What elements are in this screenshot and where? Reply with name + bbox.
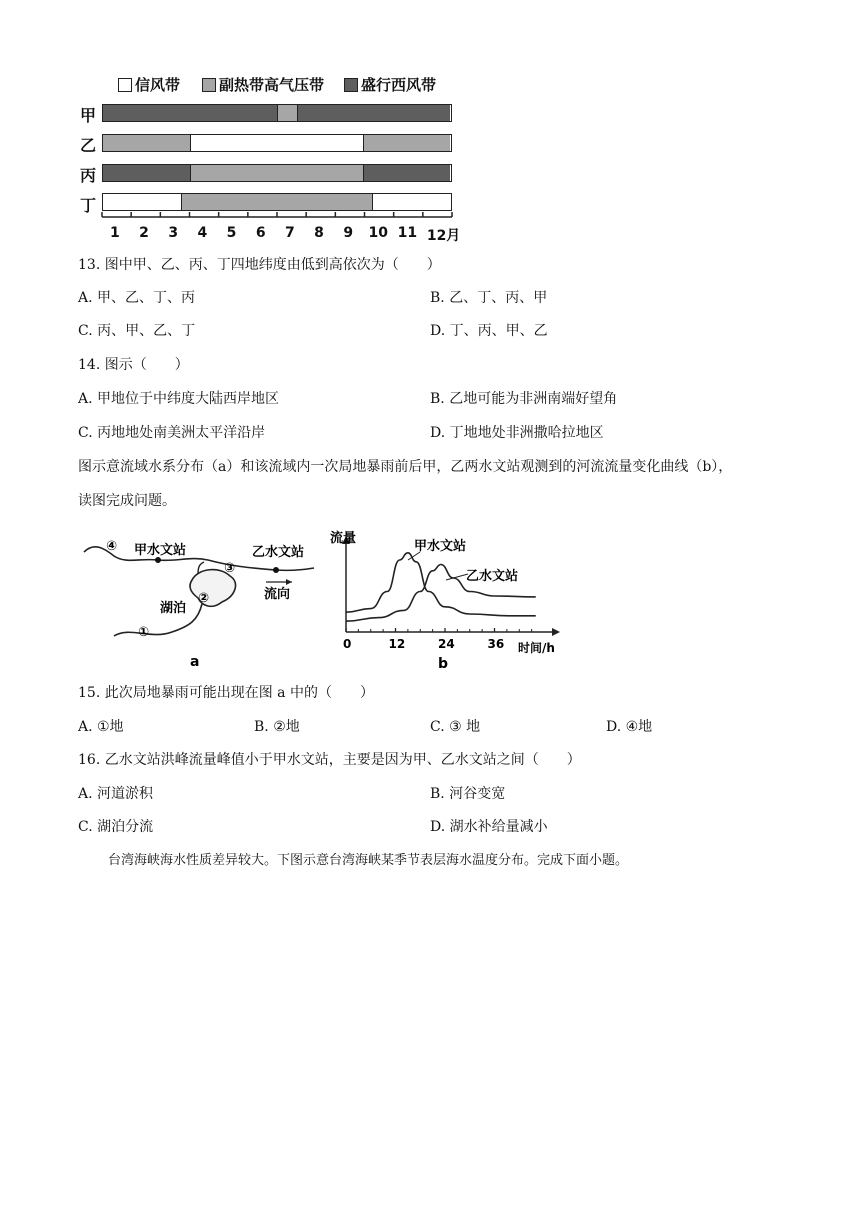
river-tributary <box>114 604 202 636</box>
x-axis-label: 时间/h <box>518 641 555 655</box>
marker-3: ③ <box>224 561 236 576</box>
legend-label: 盛行西风带 <box>361 76 437 94</box>
bar-row <box>102 193 452 211</box>
bar-segment <box>277 105 297 121</box>
month-axis <box>96 212 460 226</box>
bar-segment <box>190 135 364 151</box>
flow-label: 流向 <box>264 587 291 602</box>
q15-option-d[interactable]: D. ④地 <box>606 719 653 735</box>
station-jia-label: 甲水文站 <box>134 543 187 558</box>
q15-option-b[interactable]: B. ②地 <box>254 719 300 735</box>
q16-option-b[interactable]: B. 河谷变宽 <box>430 786 506 802</box>
bar-row <box>102 104 452 122</box>
series-line-jia <box>346 553 536 616</box>
x-tick-label: 0 <box>343 637 352 651</box>
month-label: 11 <box>397 225 418 241</box>
q16-stem: 16. 乙水文站洪峰流量峰值小于甲水文站，主要是因为甲、乙水文站之间（ ） <box>78 752 581 768</box>
intro2-line2: 读图完成问题。 <box>78 493 176 509</box>
x-tick-label: 12 <box>388 637 406 651</box>
month-label: 4 <box>197 225 208 241</box>
q14-option-c[interactable]: C. 丙地地处南美洲太平洋沿岸 <box>78 425 266 441</box>
q14-option-b[interactable]: B. 乙地可能为非洲南端好望角 <box>430 391 618 407</box>
month-label: 3 <box>168 225 179 241</box>
q14-stem: 14. 图示（ ） <box>78 357 189 373</box>
flow-arrow-head <box>286 579 292 585</box>
marker-1: ① <box>138 625 150 640</box>
bar-segment <box>103 194 181 210</box>
q13-option-b[interactable]: B. 乙、丁、丙、甲 <box>430 290 548 306</box>
bar-segment <box>103 105 277 121</box>
q13-option-a[interactable]: A. 甲、乙、丁、丙 <box>78 290 196 306</box>
bar-segment <box>372 194 450 210</box>
q13-stem: 13. 图中甲、乙、丙、丁四地纬度由低到高依次为（ ） <box>78 257 441 273</box>
bar-row <box>102 134 452 152</box>
station-yi-label: 乙水文站 <box>252 545 305 560</box>
month-label: 10 <box>368 225 388 241</box>
bar-segment <box>363 135 450 151</box>
month-label: 2 <box>139 225 149 241</box>
series-label-jia: 甲水文站 <box>414 539 467 554</box>
bar-segment <box>297 105 450 121</box>
bar-segment <box>181 194 372 210</box>
month-label: 9 <box>343 225 354 241</box>
q15-stem: 15. 此次局地暴雨可能出现在图 a 中的（ ） <box>78 685 374 701</box>
flow-chart <box>330 528 570 674</box>
q16-option-c[interactable]: C. 湖泊分流 <box>78 819 154 835</box>
q16-option-a[interactable]: A. 河道淤积 <box>78 786 154 802</box>
month-label: 8 <box>314 225 324 241</box>
q16-option-d[interactable]: D. 湖水补给量减小 <box>430 819 548 835</box>
map-panel-label: a <box>190 654 200 670</box>
y-axis-label: 流量 <box>330 531 357 546</box>
q15-option-c[interactable]: C. ③ 地 <box>430 719 481 735</box>
legend-subtropical-high <box>202 74 324 95</box>
legend-label: 信风带 <box>135 76 181 94</box>
legend-westerlies <box>344 74 436 95</box>
legend-trade-wind <box>118 74 180 95</box>
legend-swatch-westerly <box>344 78 358 92</box>
row-label-bing: 丙 <box>80 166 97 185</box>
q15-option-a[interactable]: A. ①地 <box>78 719 124 735</box>
row-label-ding: 丁 <box>80 196 97 215</box>
legend-swatch-trade <box>118 78 132 92</box>
row-label-yi: 乙 <box>80 136 97 155</box>
q14-option-a[interactable]: A. 甲地位于中纬度大陆西岸地区 <box>78 391 280 407</box>
month-label: 12月 <box>426 228 461 244</box>
legend-swatch-high <box>202 78 216 92</box>
bar-segment <box>190 165 364 181</box>
intro3: 台湾海峡海水性质差异较大。下图示意台湾海峡某季节表层海水温度分布。完成下面小题。 <box>108 853 629 868</box>
drainage-map <box>80 530 320 670</box>
bar-segment <box>103 135 190 151</box>
bar-segment <box>363 165 450 181</box>
x-axis-arrow <box>552 628 560 636</box>
month-label: 7 <box>285 225 295 241</box>
month-label: 1 <box>110 225 120 241</box>
bar-segment <box>103 165 190 181</box>
series-label-yi: 乙水文站 <box>466 569 519 584</box>
marker-2: ② <box>198 591 210 606</box>
lake-label: 湖泊 <box>160 601 187 616</box>
station-yi-dot <box>273 567 279 573</box>
legend-label: 副热带高气压带 <box>219 76 325 94</box>
x-tick-label: 24 <box>438 637 455 651</box>
chart-panel-label: b <box>438 656 449 672</box>
bar-row <box>102 164 452 182</box>
month-label: 6 <box>255 225 266 241</box>
intro2-line1: 图示意流域水系分布（a）和该流域内一次局地暴雨前后甲，乙两水文站观测到的河流流量变化曲线（b）， <box>78 459 733 475</box>
row-label-jia: 甲 <box>80 106 97 125</box>
x-tick-label: 36 <box>487 637 505 651</box>
marker-4: ④ <box>106 539 118 554</box>
month-label: 5 <box>226 225 237 241</box>
q14-option-d[interactable]: D. 丁地地处非洲撒哈拉地区 <box>430 425 604 441</box>
q13-option-c[interactable]: C. 丙、甲、乙、丁 <box>78 323 196 339</box>
q13-option-d[interactable]: D. 丁、丙、甲、乙 <box>430 323 548 339</box>
